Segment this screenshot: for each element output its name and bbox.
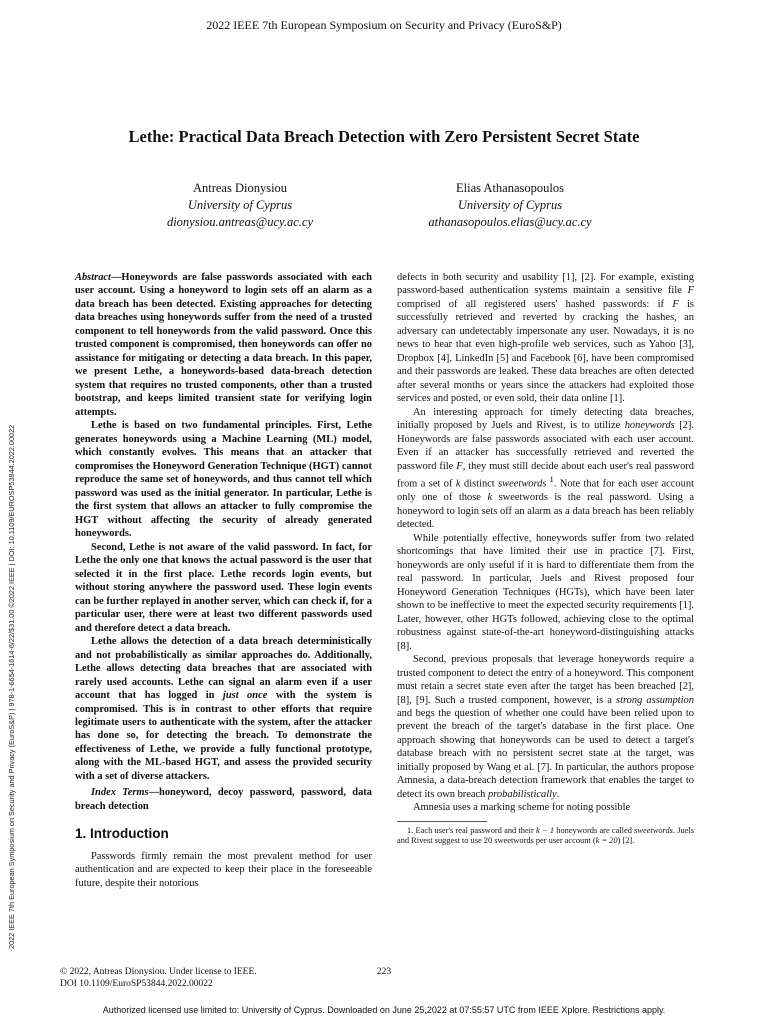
index-terms-text: —honeyword, decoy password, password, data breach detection <box>75 787 372 812</box>
body-text: Second, previous proposals that leverage honeywords require a trusted component to detect the entry of a honeyword. This component must retain a secret state even after the target has been breached [2], [8], [9]. Such a trusted component, however, is a <box>397 654 694 706</box>
body-emphasis: honeywords <box>624 420 675 432</box>
body-text: is successfully retrieved and reverted by cracking the hashes, an adversary can undetectably impersonate any user. Nowadays, it is no news to hear that even high-profile web services, such as Yahoo [3], Dropbox [4], LinkedIn [5] and Facebook [6], have been compromised and their passwords are leaked. These data breaches are often detected after several months or years since the attackers had exploited those services and posted, or even sold, their data online [1]. <box>397 298 694 405</box>
abstract-text: Lethe allows the detection of a data breach deterministically and not probabilistically as similar approaches do. Additionally, Lethe allows detecting data breaches that are associated with rarely used accounts. Lethe can signal an alarm even if a user account that has logged in <box>75 636 372 702</box>
abstract-paragraph: Lethe is based on two fundamental principles. First, Lethe generates honeywords using a Machine Learning (ML) model, which constantly evolves. This means that an attacker that compromises the Honeyword Generation Technique (HGT) cannot reproduce the same set of honeywords, and thus cannot tell which password was used as the initial generator. In particular, Lethe is the first system that allows an attacker to fully compromise the HGT without affecting the security of already generated honeywords. <box>75 420 372 540</box>
abstract-text: —Honeywords are false passwords associated with each user account. Using a honeyword to login sets off an alarm as a data breach has been detected. Existing approaches for detecting data breaches using honeywords suffer from the need of a trusted component to tell honeywords from the valid password. Once this trusted component is compromised, then honeywords can offer no assistance for mitigating or detecting a data breach. In this paper, we present Lethe, a honeywords-based data-breach detection system that requires no trusted components, other than a trusted bootstrap, and keeps limited transient state for verifying login attempts. <box>75 272 372 418</box>
body-emphasis: probabilistically <box>488 788 557 800</box>
body-text: An interesting approach for timely detecting data breaches, initially proposed by Juels and Rivest, is to utilize <box>397 406 694 432</box>
body-paragraph <box>397 271 694 406</box>
author-affiliation: University of Cyprus <box>187 198 293 212</box>
page-number: 223 <box>376 967 392 977</box>
body-emphasis: sweetwords <box>498 478 547 490</box>
author-email: dionysiou.antreas@ucy.ac.cy <box>166 215 314 229</box>
math-expression: k − 1 <box>536 825 555 835</box>
footnote-text: 1. Each user's real password and their <box>407 825 537 835</box>
body-emphasis: strong assumption <box>616 694 694 706</box>
math-expression: k = 20 <box>595 836 618 846</box>
footnote-text: . Juels and Rivest suggest to use 20 sweetwords per user account ( <box>397 825 694 846</box>
body-paragraph <box>397 653 694 801</box>
author-block <box>370 180 650 231</box>
body-text: . <box>556 788 560 800</box>
abstract-emphasis: just once <box>222 690 268 702</box>
right-column <box>397 271 694 846</box>
footnote <box>397 826 694 846</box>
body-text: . Note that for each user account only one of those <box>397 478 694 504</box>
paper-title: Lethe: Practical Data Breach Detection with Zero Persistent Secret State <box>128 127 640 146</box>
abstract-paragraph <box>75 271 372 419</box>
math-symbol: F <box>672 298 679 310</box>
doi-line: DOI 10.1109/EuroSP53844.2022.00022 <box>60 978 213 989</box>
body-text: and begs the question of whether one could have been relied upon to prevent the breach of the target's database in the first place. One approach showing that honeywords can be used to detect a target's database breach with no persistent secret state at the target, was initially proposed by Wang et al. [7]. In particular, the authors propose Amnesia, a data-breach detection framework that enables the target to detect its own breach <box>397 707 694 800</box>
copyright-line: © 2022, Antreas Dionysiou. Under license to IEEE. <box>60 967 257 977</box>
body-paragraph: Amnesia uses a marking scheme for noting possible <box>413 802 631 814</box>
body-text: [2]. Honeywords are false passwords associated with each user account. Even if an attacker has successfully retrieved and reverted the password file <box>397 420 694 472</box>
body-paragraph: While potentially effective, honeywords suffer from two related shortcomings that have limited their use in practice [7]. First, honeywords are only useful if it is hard to differentiate them from the real password. In particular, Juels and Rivest proposed four Honeyword Generation Techniques (HGTs), which have been later shown to be ineffective to meet the expected security requirements [1]. Later, however, other HGTs followed, achieving close to the optimal robustness against state-of-the-art honeyword-distinguishing attacks [8]. <box>397 532 694 652</box>
abstract-paragraph: Second, Lethe is not aware of the valid password. In fact, for Lethe the only one that knows the actual password is the user that selected it in the first place. Lethe records login events, but without storing anywhere the password used. These login events can be further replayed in another server, which can check if, for a particular user, there were at least two different passwords used and therefore detect a data breach. <box>75 541 372 634</box>
author-affiliation: University of Cyprus <box>457 198 563 212</box>
license-notice: Authorized licensed use limited to: University of Cyprus. Downloaded on June 25,2022 at 07:55:57 UTC from IEEE Xplore. Restrictions apply. <box>102 1005 666 1015</box>
index-terms <box>75 786 372 813</box>
math-symbol: F <box>687 285 694 297</box>
math-symbol: F <box>456 460 463 472</box>
footnote-marker[interactable]: 1 <box>546 474 554 485</box>
body-text: , they must still decide about each user's real password from a set of <box>397 460 694 490</box>
abstract-label: Abstract <box>75 272 111 283</box>
body-paragraph <box>397 406 694 532</box>
body-text: distinct <box>460 478 499 490</box>
body-text: comprised of all registered users' hashed passwords: if <box>397 298 673 310</box>
footnote-text: ) [2]. <box>617 836 635 846</box>
body-text: defects in both security and usability [1], [2]. For example, existing password-based authentication systems maintain a sensitive file <box>397 272 694 297</box>
index-terms-label: Index Terms <box>91 787 149 799</box>
side-doi-banner: 2022 IEEE 7th European Symposium on Security and Privacy (EuroS&P) | 978-1-6654-1614-6/22/$31.00 ©2022 IEEE | DOI: 10.1109/EUROSP53844.2022.00022 <box>7 424 16 949</box>
footnote-emphasis: sweetwords <box>634 825 673 835</box>
conference-header: 2022 IEEE 7th European Symposium on Security and Privacy (EuroS&P) <box>206 18 562 32</box>
footnote-divider <box>397 821 487 822</box>
math-symbol: k <box>487 492 493 504</box>
abstract-paragraph <box>75 635 372 783</box>
author-name: Elias Athanasopoulos <box>456 181 564 195</box>
body-text: sweetwords is the real password. Using a honeyword to login sets off an alarm as a data breach has been reliably detected. <box>397 492 694 531</box>
abstract-text: with the system is compromised. This is in contrast to other efforts that require legitimate users to authenticate with the system, after the attacker has done so, for detecting the breach. To demonstrate the effectiveness of Lethe, we provide a fully functional prototype, along with the ML-based HGT, and assess the provided security with a set of diverse attackers. <box>75 690 372 782</box>
body-paragraph: Passwords firmly remain the most prevalent method for user authentication and are expected to keep their place in the foreseeable future, despite their notorious <box>75 850 372 889</box>
author-block <box>100 180 380 231</box>
footnote-text: honeywords are called <box>554 825 635 835</box>
author-email: athanasopoulos.elias@ucy.ac.cy <box>428 215 592 229</box>
math-symbol: k <box>455 478 461 490</box>
left-column <box>75 271 372 890</box>
section-heading: 1. Introduction <box>75 826 169 842</box>
author-name: Antreas Dionysiou <box>192 181 288 195</box>
